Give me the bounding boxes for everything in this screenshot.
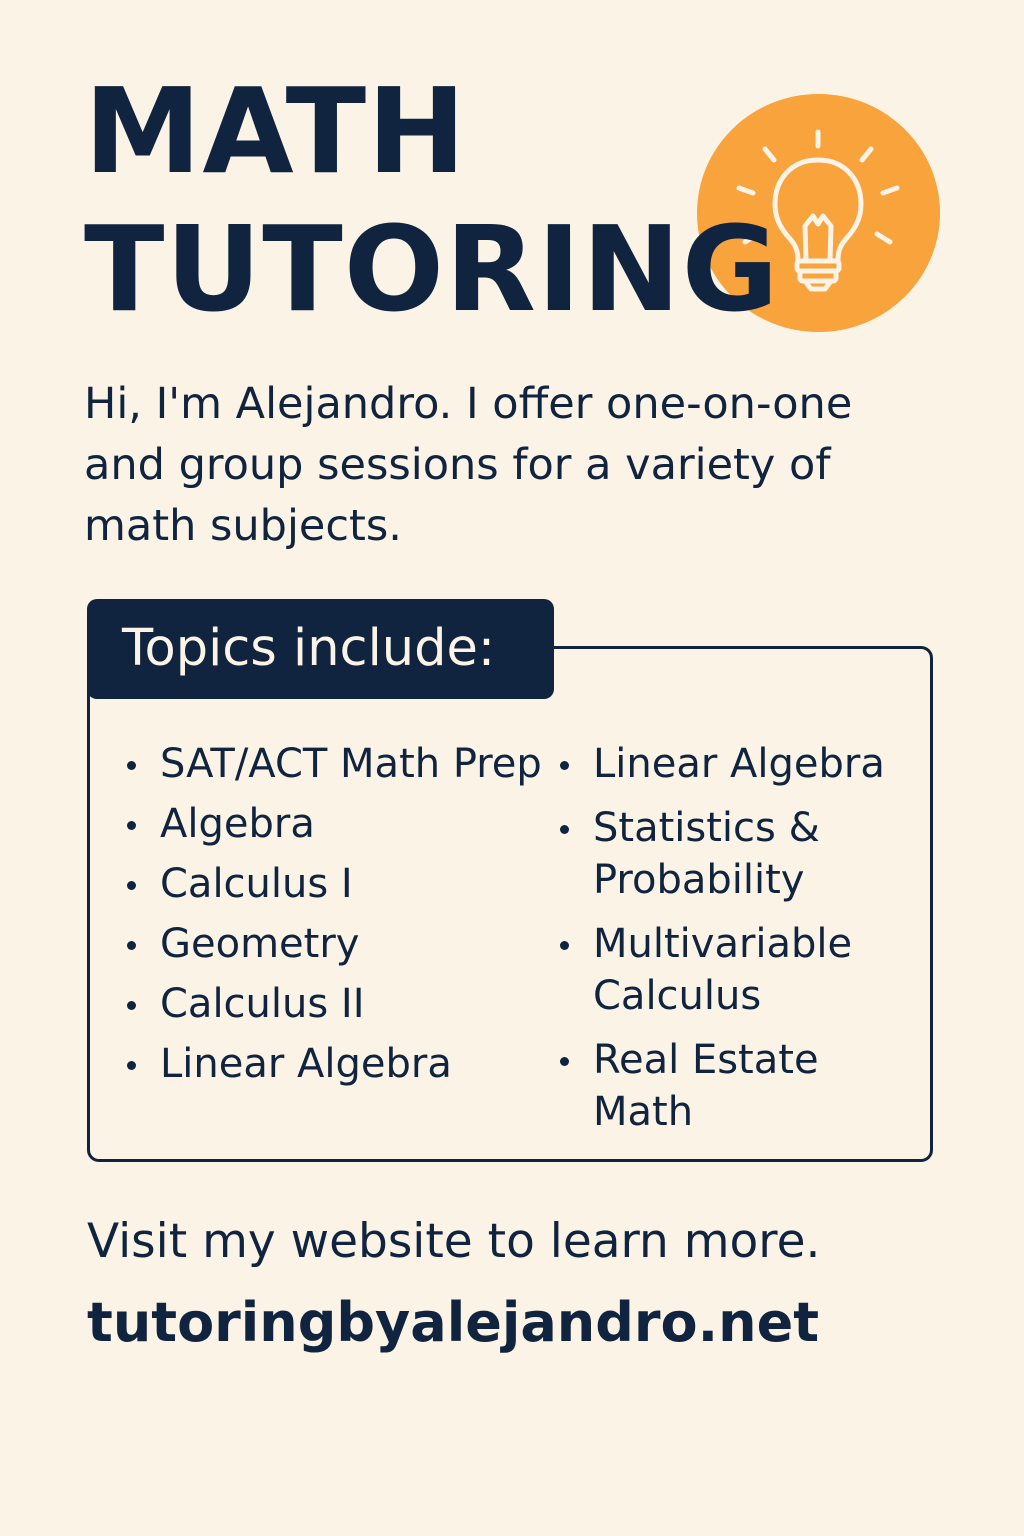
list-item: Calculus I (127, 858, 557, 910)
title-line-2: TUTORING (84, 200, 780, 338)
list-item: Linear Algebra (560, 738, 910, 790)
list-item: Geometry (127, 918, 557, 970)
list-item: Multivariable Calculus (560, 918, 910, 1022)
list-item: Algebra (127, 798, 557, 850)
poster-title (84, 62, 780, 338)
list-item: Calculus II (127, 978, 557, 1030)
topics-list-right (560, 738, 910, 1150)
list-item: Real Estate Math (560, 1034, 910, 1138)
call-to-action: Visit my website to learn more. (87, 1214, 821, 1269)
list-item: Linear Algebra (127, 1038, 557, 1090)
topics-list-left (127, 738, 557, 1098)
website-url: tutoringbyalejandro.net (87, 1291, 820, 1354)
intro-text: Hi, I'm Alejandro. I offer one-on-one and group sessions for a variety of math subjects. (84, 379, 853, 551)
topics-heading: Topics include: (87, 599, 554, 699)
list-item: Statistics & Probability (560, 802, 910, 906)
list-item: SAT/ACT Math Prep (127, 738, 557, 790)
title-line-1: MATH (84, 62, 467, 200)
